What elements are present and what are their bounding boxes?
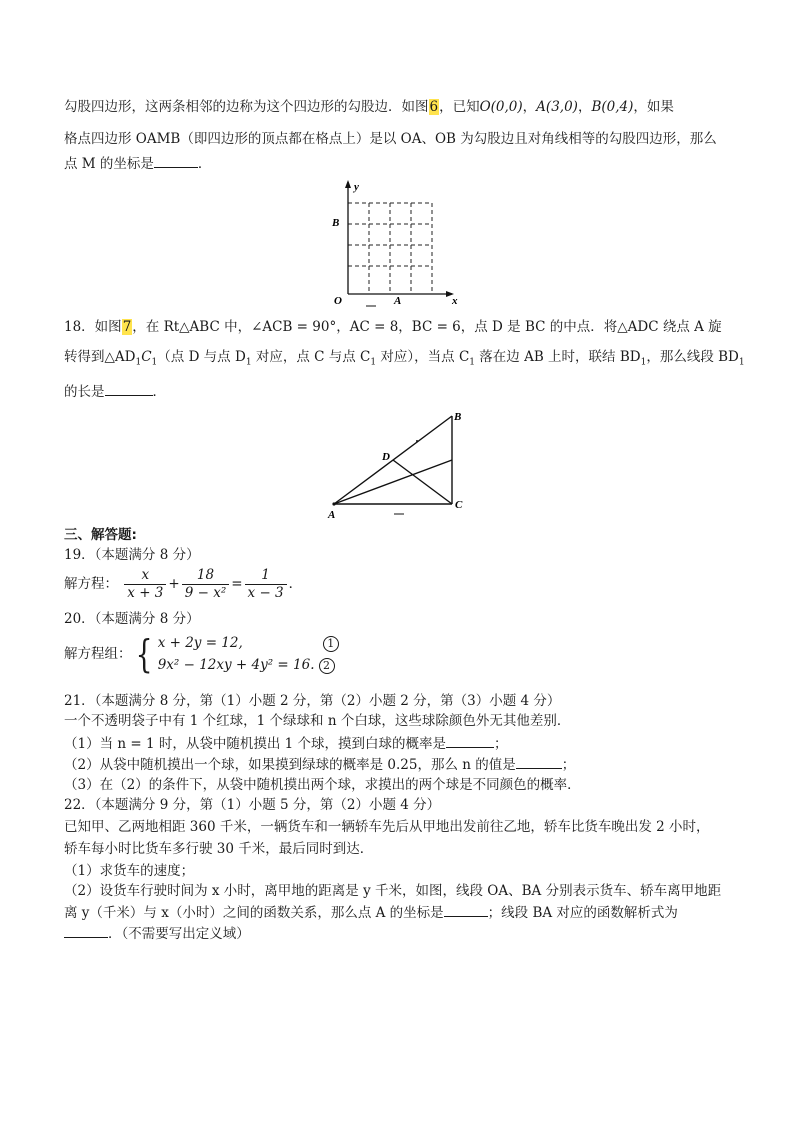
q19-header: 19．（本题满分 8 分） bbox=[64, 547, 200, 563]
q21-header: 21．（本题满分 8 分，第（1）小题 2 分，第（2）小题 2 分，第（3）小题 4 分） bbox=[64, 693, 561, 709]
equation-marker-2: 2 bbox=[319, 658, 335, 674]
q21-part3: （3）在（2）的条件下，从袋中随机摸出两个球，求摸出的两个球是不同颜色的概率． bbox=[64, 777, 581, 793]
figure-ref-6: 6 bbox=[429, 99, 439, 115]
fig7-label-D: D bbox=[382, 451, 390, 463]
section-title: 三、解答题: bbox=[64, 527, 137, 543]
answer-blank-q17[interactable] bbox=[154, 154, 198, 168]
q17-line3: 点 M 的坐标是 ． bbox=[64, 156, 212, 172]
answer-blank-q22-a[interactable] bbox=[444, 903, 488, 917]
fig6-label-A: A bbox=[394, 295, 402, 307]
q17-line1: 勾股四边形，这两条相邻的边称为这个四边形的勾股边．如图6，已知O(0,0)，A(3,0)，B(0,4)，如果 bbox=[64, 99, 674, 115]
q22-stem-2: 轿车每小时比货车多行驶 30 千米，最后同时到达． bbox=[64, 841, 374, 857]
q18-line1: 18．如图7，在 Rt△ABC 中，∠ACB = 90°，AC = 8，BC = 6，点 D 是 BC 的中点．将△ADC 绕点 A 旋 bbox=[64, 319, 722, 335]
q17-line2: 格点四边形 OAMB（即四边形的顶点都在格点上）是以 OA、OB 为勾股边且对角线相等的勾股四边形，那么 bbox=[64, 131, 717, 147]
fig7-label-A: A bbox=[328, 509, 336, 520]
answer-blank-q21-2[interactable] bbox=[516, 755, 562, 769]
fig7-label-C: C bbox=[455, 499, 463, 511]
q22-part2-line1: （2）设货车行驶时间为 x 小时，离甲地的距离是 y 千米，如图，线段 OA、BA 分别表示货车、轿车离甲地距 bbox=[64, 883, 722, 899]
fig6-label-O: O bbox=[334, 295, 342, 307]
q22-header: 22．（本题满分 9 分，第（1）小题 5 分，第（2）小题 4 分） bbox=[64, 797, 441, 813]
q22-part2-line3: ．（不需要写出定义域） bbox=[64, 924, 250, 943]
fig6-label-B: B bbox=[332, 217, 340, 229]
q19-equation: 解方程： $\frac{x}{x + 3}$ + $\frac{18}{\text{9 − x²}}$ = $\frac{1}{x - 3}$ ． bbox=[64, 567, 303, 601]
q22-part1: （1）求货车的速度； bbox=[64, 863, 195, 879]
figure-ref-7: 7 bbox=[122, 319, 132, 335]
q21-part1: （1）当 n = 1 时，从袋中随机摸出 1 个球，摸到白球的概率是 ； bbox=[64, 736, 508, 752]
fig7-label-B: B bbox=[454, 411, 462, 423]
figure-6-grid bbox=[328, 178, 468, 308]
q18-line2: 转得到$\triangle AD_1C_1$（点 D 与点 $D_1$ 对应，点 C 与点 $C_1$ 对应），当点 $C_1$ 落在边 AB 上时，联结 $BD_1$，那么线段 $BD_1$ bbox=[64, 349, 745, 368]
q18-line3: 的长是 ． bbox=[64, 384, 166, 400]
q22-part2-line2: 离 y（千米）与 x（小时）之间的函数关系，那么点 A 的坐标是 ；线段 BA 对应的函数解析式为 bbox=[64, 905, 678, 921]
equation-marker-1: 1 bbox=[323, 636, 339, 652]
q21-part2: （2）从袋中随机摸出一个球，如果摸到绿球的概率是 0.25，那么 n 的值是 ； bbox=[64, 757, 576, 773]
q20-header: 20．（本题满分 8 分） bbox=[64, 611, 200, 627]
answer-blank-q21-1[interactable] bbox=[446, 734, 494, 748]
fig6-label-x: x bbox=[452, 295, 458, 307]
q20-system: 解方程组：{ x + 2y = 12, 1 9x² − 12xy + 4y² = 16. 2 bbox=[64, 632, 339, 676]
answer-blank-q18[interactable] bbox=[105, 382, 153, 396]
q22-stem-1: 已知甲、乙两地相距 360 千米，一辆货车和一辆轿车先后从甲地出发前往乙地，轿车比货车晚出发 2 小时， bbox=[64, 819, 710, 835]
fig6-label-y: y bbox=[354, 181, 359, 193]
answer-blank-q22-b[interactable] bbox=[64, 924, 108, 938]
figure-7-triangle bbox=[326, 408, 476, 520]
q21-stem: 一个不透明袋子中有 1 个红球，1 个绿球和 n 个白球，这些球除颜色外无其他差别． bbox=[64, 713, 571, 729]
